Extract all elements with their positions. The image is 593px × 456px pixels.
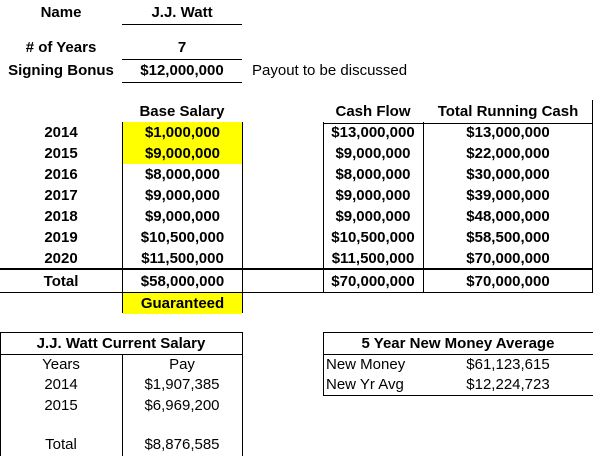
contract-year: 2015 xyxy=(44,145,78,162)
signing-bonus-note[interactable]: Payout to be discussed xyxy=(252,62,408,79)
new-money-value[interactable]: $61,123,615 xyxy=(466,356,550,373)
base-salary-cell[interactable]: $9,000,000 xyxy=(123,143,242,164)
contract-year: 2019 xyxy=(44,229,78,246)
new-yr-avg-label: New Yr Avg xyxy=(326,376,404,393)
running-cash-cell[interactable]: $48,000,000 xyxy=(466,208,550,225)
total-base-salary[interactable]: $58,000,000 xyxy=(140,273,225,290)
bonus-underline xyxy=(122,82,242,83)
signing-bonus-label: Signing Bonus xyxy=(8,62,114,79)
current-salary-total-label: Total xyxy=(45,436,77,453)
running-cash-cell[interactable]: $30,000,000 xyxy=(466,166,550,183)
contract-year: 2018 xyxy=(44,208,78,225)
player-name[interactable]: J.J. Watt xyxy=(151,4,213,21)
current-salary-total-value[interactable]: $8,876,585 xyxy=(144,436,220,453)
cash-col-left-border xyxy=(323,122,324,293)
current-salary-pay[interactable]: $6,969,200 xyxy=(144,397,220,414)
running-cash-cell[interactable]: $22,000,000 xyxy=(466,145,550,162)
cash-flow-cell[interactable]: $8,000,000 xyxy=(335,166,411,183)
total-bottom-rule xyxy=(0,292,593,293)
base-salary-cell[interactable]: $10,500,000 xyxy=(140,229,225,246)
current-salary-years-header: Years xyxy=(42,356,80,373)
contract-year: 2020 xyxy=(44,250,78,267)
years-value[interactable]: 7 xyxy=(177,39,187,56)
years-label: # of Years xyxy=(25,39,97,56)
current-salary-year: 2015 xyxy=(44,397,78,414)
total-label: Total xyxy=(43,273,79,290)
cash-flow-header: Cash Flow xyxy=(335,103,411,120)
base-salary-header: Base Salary xyxy=(139,103,225,120)
signing-bonus-value[interactable]: $12,000,000 xyxy=(140,62,224,79)
total-cash-flow[interactable]: $70,000,000 xyxy=(331,273,415,290)
new-yr-avg-value[interactable]: $12,224,723 xyxy=(466,376,550,393)
cash-flow-cell[interactable]: $9,000,000 xyxy=(335,187,411,204)
base-salary-cell[interactable]: $9,000,000 xyxy=(144,187,221,204)
name-underline xyxy=(122,24,242,25)
base-col-right-border xyxy=(242,122,243,313)
running-cash-cell[interactable]: $13,000,000 xyxy=(466,124,550,141)
base-salary-cell[interactable]: $11,500,000 xyxy=(141,250,224,267)
contract-year: 2017 xyxy=(44,187,78,204)
running-cash-cell[interactable]: $58,500,000 xyxy=(466,229,550,246)
cash-flow-cell[interactable]: $11,500,000 xyxy=(331,250,415,267)
base-salary-cell[interactable]: $8,000,000 xyxy=(144,166,221,183)
current-salary-title: J.J. Watt Current Salary xyxy=(36,335,206,352)
total-running-cash-header: Total Running Cash xyxy=(437,103,579,120)
contract-year: 2016 xyxy=(44,166,78,183)
total-separator xyxy=(0,268,593,270)
base-col-left-border xyxy=(122,122,123,313)
name-label: Name xyxy=(40,4,82,21)
cash-flow-cell[interactable]: $13,000,000 xyxy=(331,124,415,141)
total-running-cash[interactable]: $70,000,000 xyxy=(466,273,550,290)
running-col-left-border xyxy=(423,122,424,293)
current-salary-pay-header: Pay xyxy=(169,356,195,373)
contract-year: 2014 xyxy=(44,124,78,141)
current-salary-pay[interactable]: $1,907,385 xyxy=(144,376,220,393)
cash-flow-cell[interactable]: $10,500,000 xyxy=(331,229,415,246)
current-salary-year: 2014 xyxy=(44,376,78,393)
base-salary-cell[interactable]: $9,000,000 xyxy=(144,208,221,225)
base-salary-cell[interactable]: $1,000,000 xyxy=(123,122,242,143)
new-money-label: New Money xyxy=(326,356,406,373)
cash-flow-cell[interactable]: $9,000,000 xyxy=(335,208,411,225)
new-money-title: 5 Year New Money Average xyxy=(361,335,555,352)
cash-flow-cell[interactable]: $9,000,000 xyxy=(335,145,411,162)
guaranteed-label[interactable]: Guaranteed xyxy=(123,293,242,314)
running-cash-cell[interactable]: $70,000,000 xyxy=(466,250,550,267)
running-cash-cell[interactable]: $39,000,000 xyxy=(466,187,550,204)
